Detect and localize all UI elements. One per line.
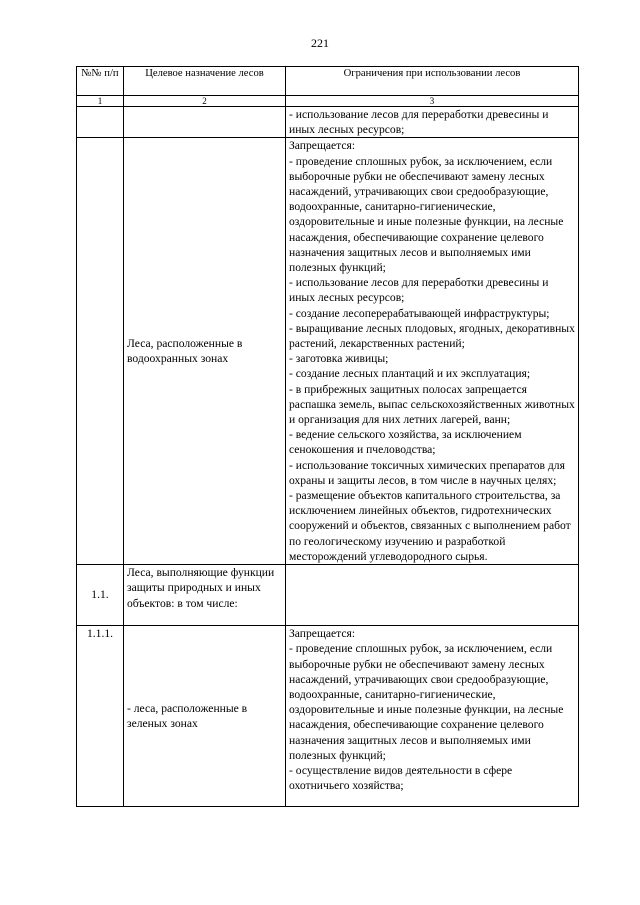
table-header-row (77, 67, 579, 96)
restriction-item: - осуществление видов деятельности в сфере охотничьего хозяйства; (289, 763, 513, 793)
row-restrictions (286, 107, 579, 138)
row-purpose: Леса, выполняющие функции защиты природных и иных объектов: в том числе: (124, 565, 286, 626)
restriction-item: Запрещается: (289, 139, 356, 153)
restriction-item: - создание лесных плантаций и их эксплуатация; (289, 367, 531, 381)
restriction-item: - создание лесоперерабатывающей инфраструктуры; (289, 306, 550, 320)
column-number: 3 (286, 96, 579, 107)
restriction-item: - в прибрежных защитных полосах запрещается распашка земель, выпас сельскохозяйственных животных и организация для них летних лагерей, ванн; (289, 382, 575, 427)
header-restrictions: Ограничения при использовании лесов (286, 67, 579, 96)
table-row (77, 626, 579, 807)
restriction-item: - использование токсичных химических препаратов для охраны и защиты лесов, в том числе в научных целях; (289, 458, 565, 487)
row-purpose: - леса, расположенные в зеленых зонах (124, 626, 286, 807)
restriction-item: - использование лесов для переработки древесины и иных лесных ресурсов; (289, 108, 549, 137)
page-number: 221 (311, 36, 329, 50)
row-restrictions (286, 138, 579, 565)
restriction-item: - размещение объектов капитального строительства, за исключением линейных объектов, гидротехнических сооружений и объектов, связанных с выполнением работ по геологическому изучению и разработкой месторождений углеводородного сырья. (289, 489, 571, 563)
restrictions-table (76, 66, 579, 807)
column-number: 2 (124, 96, 286, 107)
restriction-item: - проведение сплошных рубок, за исключением, если выборочные рубки не обеспечивают замену лесных насаждений, утрачивающих свои средообразующие, водоохранные, санитарно-гигиенические, оздоровительные и иные полезные функции, на лесные насаждения, обеспечивающие сохранение целевого назначения защитных лесов и выполняемых ими полезных функций; (289, 642, 564, 762)
restriction-item: - проведение сплошных рубок, за исключением, если выборочные рубки не обеспечивают замену лесных насаждений, утрачивающих свои средообразующие, водоохранные, санитарно-гигиенические, оздоровительные и иные полезные функции, на лесные насаждения, обеспечивающие сохранение целевого назначения защитных лесов и выполняемых ими полезных функций; (289, 154, 564, 275)
row-number: 1.1. (77, 565, 124, 626)
column-number-row (77, 96, 579, 107)
table-row (77, 107, 579, 138)
header-number: №№ п/п (77, 67, 124, 96)
row-number (77, 107, 124, 138)
header-purpose: Целевое назначение лесов (124, 67, 286, 96)
restriction-item: - выращивание лесных плодовых, ягодных, декоративных растений, лекарственных растений; (289, 321, 575, 351)
row-purpose: Леса, расположенные в водоохранных зонах (124, 138, 286, 565)
row-purpose (124, 107, 286, 138)
column-number: 1 (77, 96, 124, 107)
restriction-item: - ведение сельского хозяйства, за исключением сенокошения и пчеловодства; (289, 428, 522, 457)
restriction-item: Запрещается: (289, 627, 356, 641)
table-row (77, 565, 579, 626)
row-restrictions (286, 626, 579, 807)
restriction-item: - использование лесов для переработки древесины и иных лесных ресурсов; (289, 276, 549, 305)
table-row (77, 138, 579, 565)
row-restrictions (286, 565, 579, 626)
row-number (77, 138, 124, 565)
row-number: 1.1.1. (77, 626, 124, 807)
restriction-item: - заготовка живицы; (289, 352, 389, 366)
